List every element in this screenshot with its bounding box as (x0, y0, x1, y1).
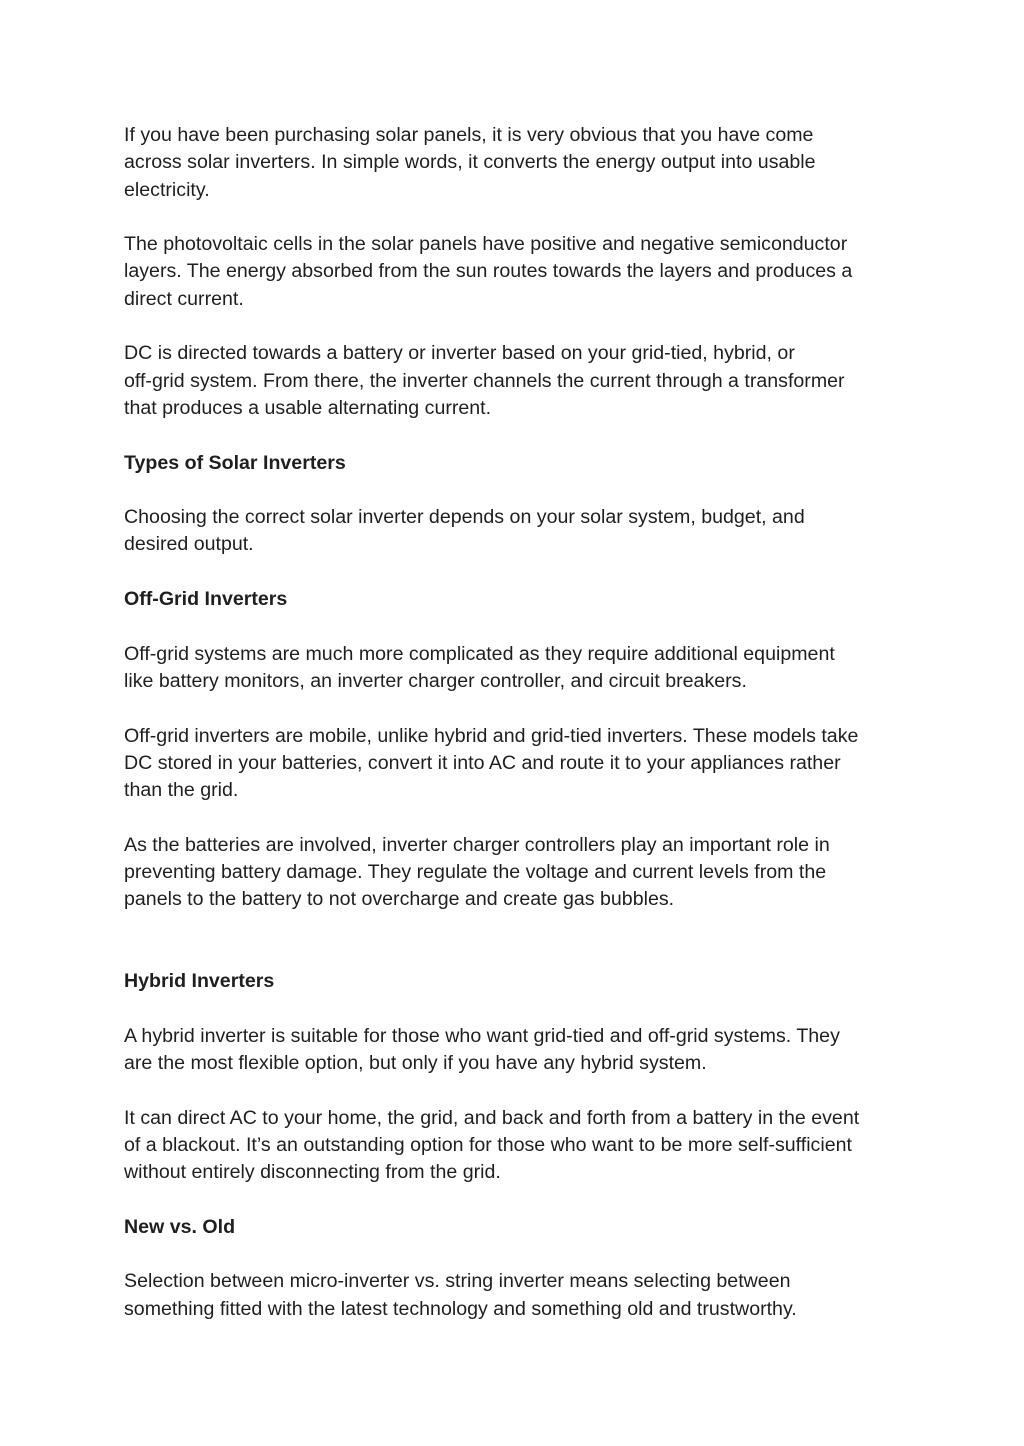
paragraph-off-grid-systems: Off-grid systems are much more complicated as they require additional equipment like battery monitors, an inverter charger controller, and circuit breakers. (124, 642, 835, 692)
heading-types-of-solar-inverters: Types of Solar Inverters (124, 451, 346, 474)
paragraph-hybrid-suitable: A hybrid inverter is suitable for those who want grid-tied and off-grid systems. They are the most flexible option, but only if you have any hybrid system. (124, 1024, 840, 1075)
paragraph-intro: If you have been purchasing solar panels, it is very obvious that you have come across solar inverters. In simple words, it converts the energy output into usable electricity. (124, 124, 816, 201)
paragraph-selection: Selection between micro-inverter vs. string inverter means selecting between something fitted with the latest technology and something old and trustworthy. (124, 1270, 797, 1320)
heading-hybrid-inverters: Hybrid Inverters (124, 970, 275, 993)
heading-off-grid-inverters: Off-Grid Inverters (124, 588, 288, 611)
document-page (124, 122, 914, 1350)
paragraph-off-grid-mobile: Off-grid inverters are mobile, unlike hybrid and grid-tied inverters. These models take DC stored in your batteries, convert it into AC and route it to your appliances rather than the grid. (124, 724, 859, 802)
paragraph-battery-controllers: As the batteries are involved, inverter charger controllers play an important role in preventing battery damage. They regulate the voltage and current levels from the panels to the battery to not overcharge and create gas bubbles. (124, 833, 830, 911)
paragraph-dc-direction: DC is directed towards a battery or inverter based on your grid-tied, hybrid, or off-grid system. From there, the inverter channels the current through a transformer that produces a usable alternating current. (124, 342, 845, 419)
paragraph-hybrid-ac: It can direct AC to your home, the grid, and back and forth from a battery in the event of a blackout. It’s an outstanding option for those who want to be more self-sufficient without entirely disconnecting from the grid. (124, 1106, 860, 1184)
paragraph-photovoltaic: The photovoltaic cells in the solar panels have positive and negative semiconductor layers. The energy absorbed from the sun routes towards the layers and produces a direct current. (124, 233, 853, 310)
paragraph-choosing: Choosing the correct solar inverter depends on your solar system, budget, and desired output. (124, 506, 805, 556)
heading-new-vs-old: New vs. Old (124, 1215, 236, 1238)
